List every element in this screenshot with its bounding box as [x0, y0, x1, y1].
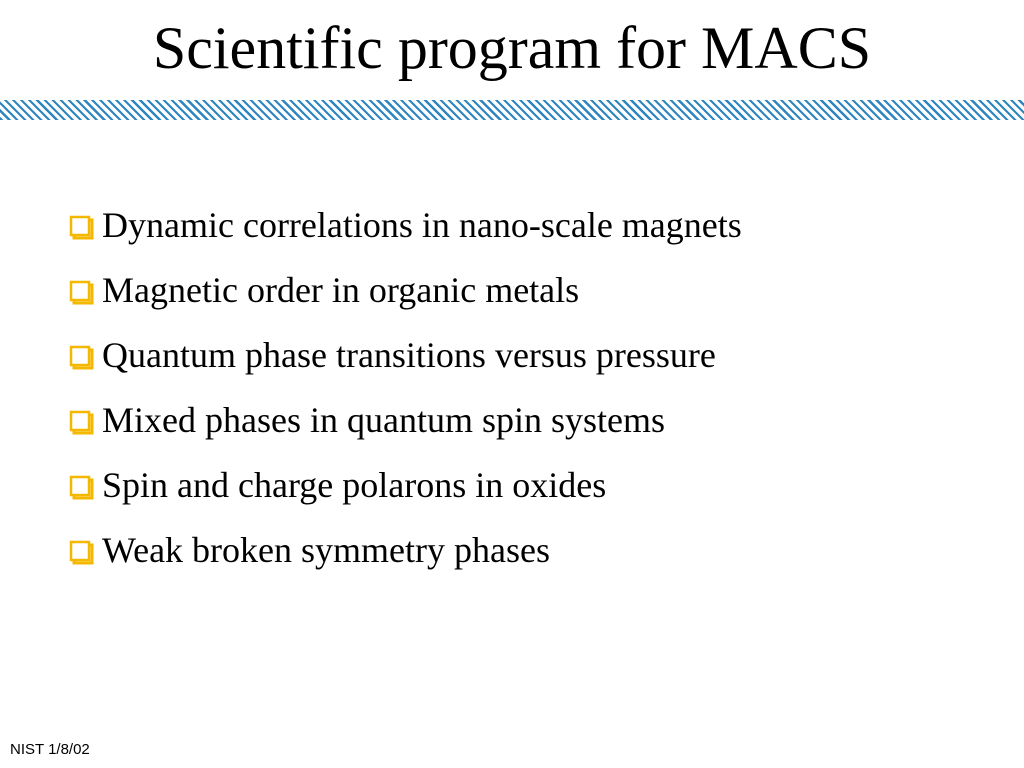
slide-title: Scientific program for MACS — [152, 15, 872, 81]
checkbox-square-icon — [66, 277, 96, 307]
bullet-text: Spin and charge polarons in oxides — [102, 464, 607, 505]
checkbox-square-icon — [66, 407, 96, 437]
bullet-item — [66, 387, 742, 452]
bullet-list — [66, 192, 742, 582]
bullet-item — [66, 452, 742, 517]
checkbox-square-icon — [66, 212, 96, 242]
hatched-divider — [0, 100, 1024, 120]
checkbox-square-icon — [66, 472, 96, 502]
bullet-item — [66, 257, 742, 322]
bullet-text: Weak broken symmetry phases — [102, 529, 550, 570]
checkbox-square-icon — [66, 342, 96, 372]
bullet-item — [66, 322, 742, 387]
bullet-item — [66, 517, 742, 582]
footer-label: NIST 1/8/02 — [10, 741, 90, 758]
bullet-text: Quantum phase transitions versus pressure — [102, 334, 716, 375]
bullet-text: Dynamic correlations in nano-scale magnets — [102, 204, 742, 245]
bullet-text: Magnetic order in organic metals — [102, 269, 580, 310]
checkbox-square-icon — [66, 537, 96, 567]
bullet-text: Mixed phases in quantum spin systems — [102, 399, 665, 440]
bullet-item — [66, 192, 742, 257]
